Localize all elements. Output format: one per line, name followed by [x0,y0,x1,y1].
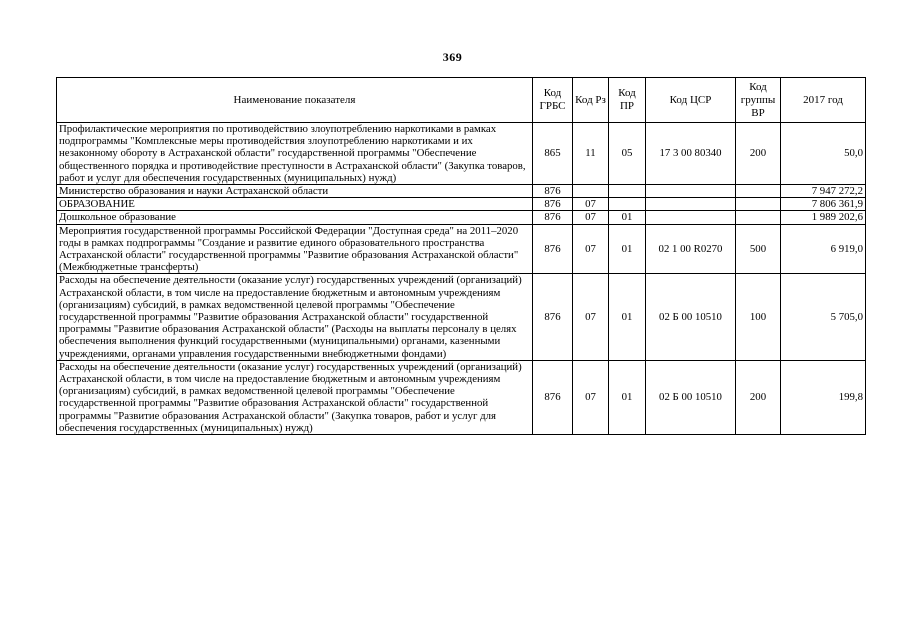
row-rz: 07 [573,211,609,224]
header-pr: Код ПР [609,78,646,123]
row-rz: 07 [573,224,609,274]
row-pr: 05 [609,123,646,185]
row-pr: 01 [609,211,646,224]
table-row [57,224,866,274]
row-name: Мероприятия государственной программы Российской Федерации "Доступная среда" на 2011–2020 годы в рамках подпрограммы "Создание и развитие единого образовательного пространства Астраханской области" государственной программы "Развитие образования Астраханской области" (Межбюджетные трансферты) [57,224,533,274]
row-pr [609,185,646,198]
row-csr: 02 1 00 R0270 [646,224,736,274]
row-vr [736,198,781,211]
row-csr: 02 Б 00 10510 [646,274,736,360]
row-grbs: 876 [533,198,573,211]
row-pr: 01 [609,274,646,360]
table-row [57,185,866,198]
row-grbs: 876 [533,185,573,198]
row-name: ОБРАЗОВАНИЕ [57,198,533,211]
row-grbs: 876 [533,360,573,434]
row-name: Расходы на обеспечение деятельности (оказание услуг) государственных учреждений (организаций) Астраханской области, в том числе на предоставление бюджетным и автономным учреждениям (организациям) субсидий, в рамках ведомственной целевой программы "Обеспечение государственной программы "Развитие образования Астраханской области" государственной программы "Развитие образования Астраханской области" (Закупка товаров, работ и услуг для обеспечения государственных (муниципальных) нужд) [57,360,533,434]
row-vr: 200 [736,360,781,434]
header-name: Наименование показателя [57,78,533,123]
row-csr [646,185,736,198]
row-grbs: 865 [533,123,573,185]
row-amount: 5 705,0 [781,274,866,360]
row-vr [736,185,781,198]
row-name: Дошкольное образование [57,211,533,224]
row-amount: 199,8 [781,360,866,434]
header-vr: Код группы ВР [736,78,781,123]
row-pr: 01 [609,360,646,434]
row-grbs: 876 [533,211,573,224]
row-vr: 100 [736,274,781,360]
row-vr: 200 [736,123,781,185]
row-amount: 6 919,0 [781,224,866,274]
header-grbs: Код ГРБС [533,78,573,123]
table-row [57,360,866,434]
header-csr: Код ЦСР [646,78,736,123]
row-csr [646,211,736,224]
row-amount: 50,0 [781,123,866,185]
table-row [57,123,866,185]
row-amount: 1 989 202,6 [781,211,866,224]
table-row [57,198,866,211]
row-vr [736,211,781,224]
row-name: Расходы на обеспечение деятельности (оказание услуг) государственных учреждений (организаций) Астраханской области, в том числе на предоставление бюджетным и автономным учреждениям (организациям) субсидий, в рамках ведомственной целевой программы "Обеспечение государственной программы "Развитие образования Астраханской области" государственной программы "Развитие образования Астраханской области" (Расходы на выплаты персоналу в целях обеспечения выполнения функций государственными (муниципальными) органами, казенными учреждениями, органами управления государственными внебюджетными фондами) [57,274,533,360]
header-rz: Код Рз [573,78,609,123]
row-amount: 7 947 272,2 [781,185,866,198]
row-vr: 500 [736,224,781,274]
row-rz: 11 [573,123,609,185]
row-rz [573,185,609,198]
row-rz: 07 [573,274,609,360]
row-pr [609,198,646,211]
row-grbs: 876 [533,274,573,360]
table-row [57,274,866,360]
table-row [57,211,866,224]
row-rz: 07 [573,198,609,211]
row-amount: 7 806 361,9 [781,198,866,211]
row-rz: 07 [573,360,609,434]
header-year: 2017 год [781,78,866,123]
row-name: Профилактические мероприятия по противодействию злоупотреблению наркотиками в рамках подпрограммы "Комплексные меры противодействия злоупотреблению наркотиками и их незаконному обороту в Астраханской области" государственной программы "Обеспечение общественного порядка и противодействие преступности в Астраханской области" (Закупка товаров, работ и услуг для обеспечения государственных (муниципальных) нужд) [57,123,533,185]
table-header-row [57,78,866,123]
row-csr [646,198,736,211]
row-csr: 02 Б 00 10510 [646,360,736,434]
row-grbs: 876 [533,224,573,274]
row-name: Министерство образования и науки Астраханской области [57,185,533,198]
row-pr: 01 [609,224,646,274]
page-number: 369 [442,50,463,64]
budget-table [56,77,866,435]
row-csr: 17 3 00 80340 [646,123,736,185]
